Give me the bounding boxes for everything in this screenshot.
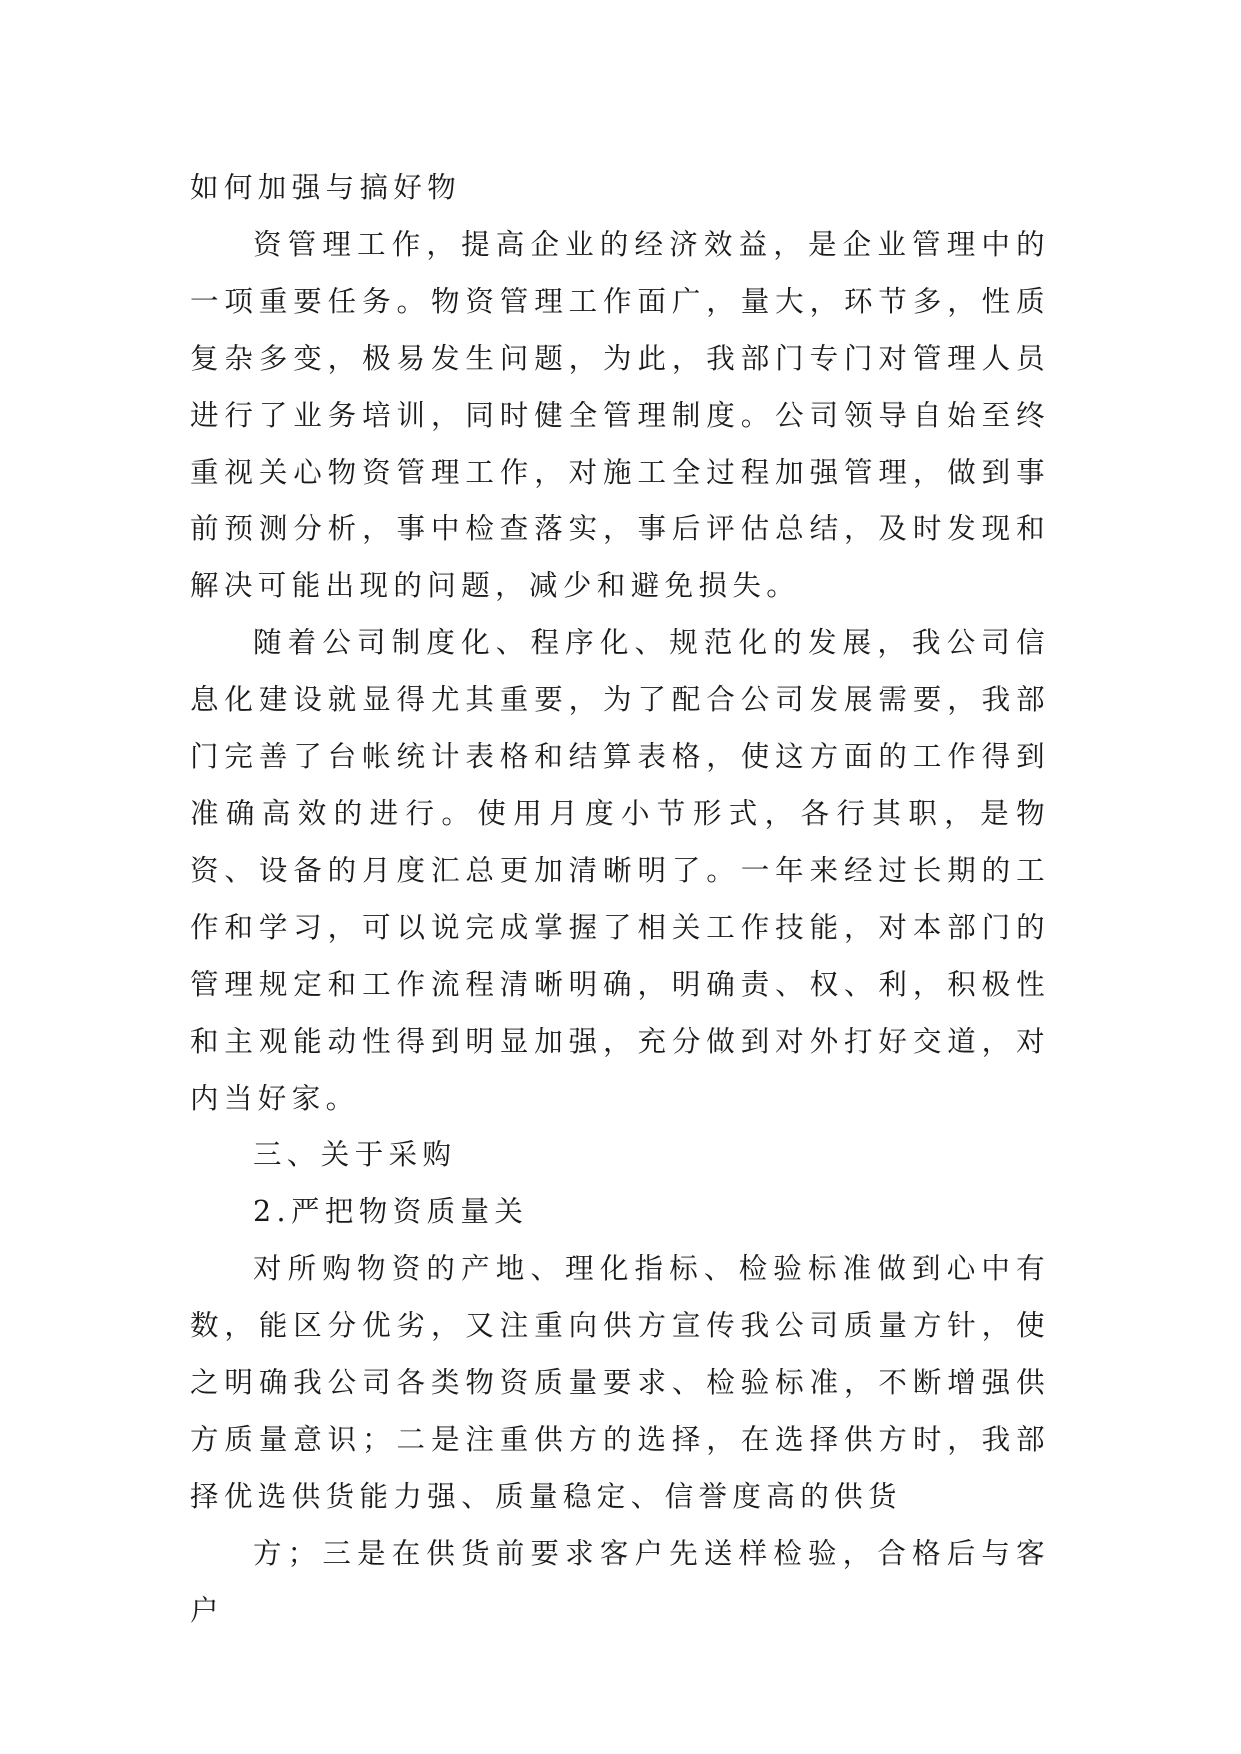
section-heading-procurement: 三、关于采购 <box>253 1138 457 1172</box>
subsection-heading-quality: 2.严把物资质量关 <box>253 1195 529 1229</box>
document-body <box>190 160 1050 1640</box>
paragraph-heading-fragment: 如何加强与搞好物 <box>190 171 462 204</box>
paragraph-supplier-sample: 方；三是在供货前要求客户先送样检验，合格后与客户 <box>190 1536 1050 1627</box>
paragraph-quality-control: 对所购物资的产地、理化指标、检验标准做到心中有数，能区分优劣，又注重向供方宣传我公司质量方针，使之明确我公司各类物资质量要求、检验标准，不断增强供方质量意识；二是注重供方的选择，在选择供方时，我部择优选供货能力强、质量稳定、信誉度高的供货 <box>190 1252 1050 1513</box>
paragraph-informatization: 随着公司制度化、程序化、规范化的发展，我公司信息化建设就显得尤其重要，为了配合公司发展需要，我部门完善了台帐统计表格和结算表格，使这方面的工作得到准确高效的进行。使用月度小节形式，各行其职，是物资、设备的月度汇总更加清晰明了。一年来经过长期的工作和学习，可以说完成掌握了相关工作技能，对本部门的管理规定和工作流程清晰明确，明确责、权、利，积极性和主观能动性得到明显加强，充分做到对外打好交道，对内当好家。 <box>190 626 1050 1115</box>
paragraph-material-management: 资管理工作，提高企业的经济效益，是企业管理中的一项重要任务。物资管理工作面广，量大，环节多，性质复杂多变，极易发生问题，为此，我部门专门对管理人员进行了业务培训，同时健全管理制度。公司领导自始至终重视关心物资管理工作，对施工全过程加强管理，做到事前预测分析，事中检查落实，事后评估总结，及时发现和解决可能出现的问题，减少和避免损失。 <box>190 227 1050 603</box>
